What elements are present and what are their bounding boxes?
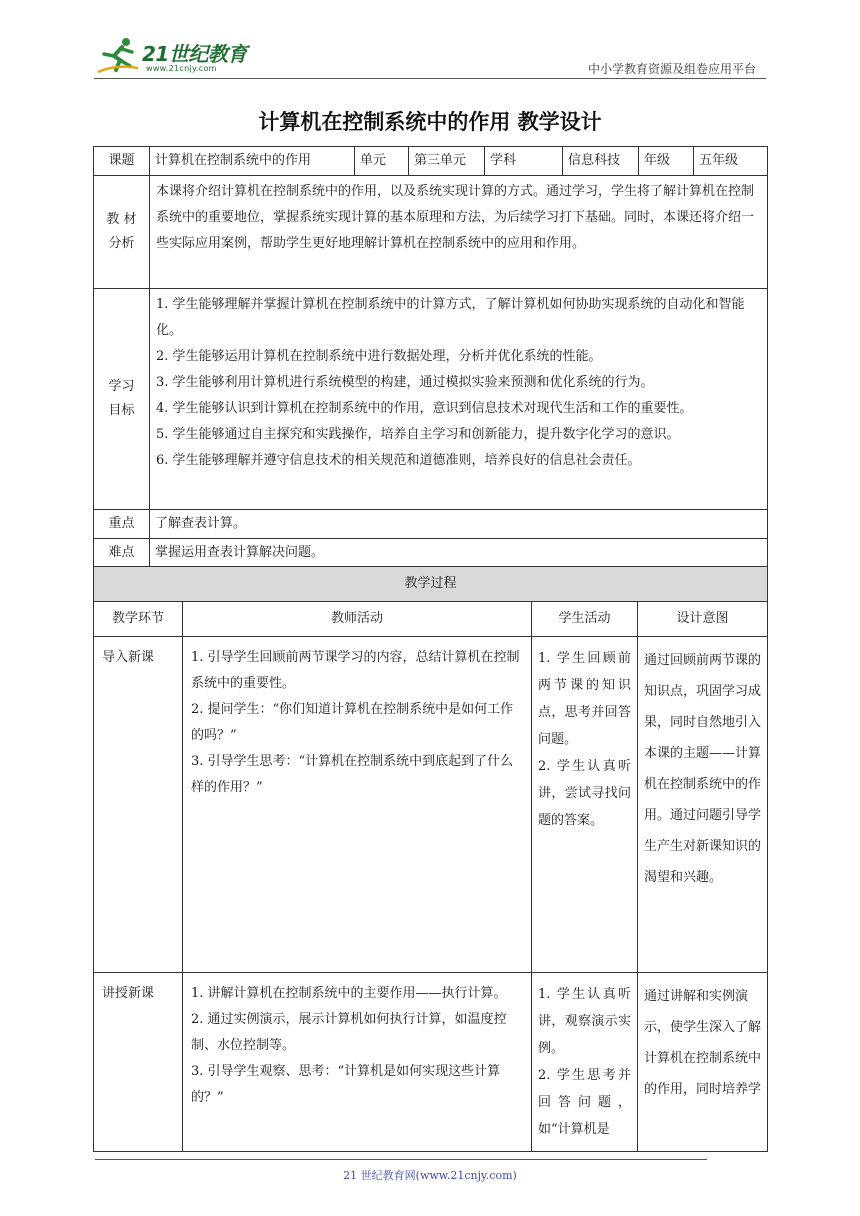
analysis-label: [94, 176, 150, 289]
process-title-row: [94, 567, 768, 602]
document-title: 计算机在控制系统中的作用 教学设计: [258, 110, 602, 134]
unit-label: 单元: [355, 147, 409, 176]
stage-cell: 导入新课: [94, 637, 183, 973]
teacher-activity: [183, 637, 532, 973]
key-point-text: 了解查表计算。: [150, 510, 768, 539]
teacher-step: 1. 讲解计算机在控制系统中的主要作用——执行计算。: [191, 986, 507, 1001]
goal-item: 4. 学生能够认识到计算机在控制系统中的作用，意识到信息技术对现代生活和工作的重要性。: [156, 401, 693, 416]
analysis-text: [150, 176, 768, 289]
footer-text: 21 世纪教育网(www.21cnjy.com): [343, 1169, 517, 1182]
unit-value: 第三单元: [409, 147, 485, 176]
column-header-row: [94, 602, 768, 637]
student-step: 1. 学生认真听讲，观察演示实例。: [538, 987, 631, 1056]
process-row-intro: [94, 637, 768, 973]
design-text: 通过回顾前两节课的知识点，巩固学习成果，同时自然地引入本课的主题——计算机在控制系统中的作用。通过问题引导学生产生对新课知识的渴望和兴趣。: [644, 653, 762, 885]
student-step: 2. 学生思考并回答问题，如“计算机是: [538, 1068, 631, 1137]
teacher-step: 2. 提问学生：“你们知道计算机在控制系统中是如何工作的吗？”: [191, 702, 514, 743]
analysis-paragraph: 本课将介绍计算机在控制系统中的作用，以及系统实现计算的方式。通过学习，学生将了解计算机在控制系统中的重要地位，掌握系统实现计算的基本原理和方法，为后续学习打下基础。同时，本课还将介绍一些实际应用案例，帮助学生更好地理解计算机在控制系统中的应用和作用。: [156, 184, 755, 251]
page-header: [0, 0, 860, 90]
analysis-label-line-1: 教 材: [106, 212, 137, 227]
analysis-label-line-2: 分析: [108, 236, 135, 251]
key-point-row: [94, 510, 768, 539]
teacher-step: 1. 引导学生回顾前两节课学习的内容，总结计算机在控制系统中的重要性。: [191, 650, 520, 691]
goal-item: 3. 学生能够利用计算机进行系统模型的构建，通过模拟实验来预测和优化系统的行为。: [156, 375, 654, 390]
student-step: 2. 学生认真听讲，尝试寻找问题的答案。: [538, 759, 631, 828]
design-intent: [638, 637, 768, 973]
logo-url: www.21cnjy.com: [146, 64, 217, 73]
footer-divider: [95, 1159, 707, 1160]
column-header-teacher: 教师活动: [183, 602, 532, 637]
lesson-info-table: [93, 146, 768, 568]
difficulty-row: [94, 539, 768, 568]
student-activity: [532, 973, 638, 1152]
teaching-process-table: [93, 566, 768, 1152]
teacher-step: 2. 通过实例演示，展示计算机如何执行计算，如温度控制、水位控制等。: [191, 1012, 507, 1053]
teacher-step: 3. 引导学生思考：“计算机在控制系统中到底起到了什么样的作用？”: [191, 754, 514, 795]
teacher-activity: [183, 973, 532, 1152]
teacher-step: 3. 引导学生观察、思考：“计算机是如何实现这些计算的？”: [191, 1064, 501, 1105]
process-row-new-lesson: [94, 973, 768, 1152]
goals-label-line-1: 学习: [108, 379, 135, 394]
design-intent: [638, 973, 768, 1152]
subject-label: 学科: [485, 147, 563, 176]
process-title: 教学过程: [94, 567, 768, 602]
student-step: 1. 学生回顾前两节课的知识点，思考并回答问题。: [538, 651, 631, 747]
grade-label: 年级: [639, 147, 694, 176]
logo-text: 21世纪教育: [142, 42, 247, 66]
topic-value: 计算机在控制系统中的作用: [150, 147, 355, 176]
platform-name: 中小学教育资源及组卷应用平台: [587, 62, 756, 76]
goals-list: [150, 289, 768, 510]
goals-label: [94, 289, 150, 510]
difficulty-text: 掌握运用查表计算解决问题。: [150, 539, 768, 568]
header-divider: [94, 78, 766, 79]
topic-label: 课题: [94, 147, 150, 176]
goal-item: 6. 学生能够理解并遵守信息技术的相关规范和道德准则，培养良好的信息社会责任。: [156, 453, 641, 468]
student-activity: [532, 637, 638, 973]
column-header-design: 设计意图: [638, 602, 768, 637]
goal-item: 1. 学生能够理解并掌握计算机在控制系统中的计算方式，了解计算机如何协助实现系统的自动化和智能化。: [156, 297, 745, 338]
goal-item: 2. 学生能够运用计算机在控制系统中进行数据处理，分析并优化系统的性能。: [156, 349, 602, 364]
grade-value: 五年级: [694, 147, 768, 176]
goal-item: 5. 学生能够通过自主探究和实践操作，培养自主学习和创新能力，提升数字化学习的意识。: [156, 427, 680, 442]
runner-logo-icon: [96, 36, 140, 76]
goals-label-line-2: 目标: [108, 403, 135, 418]
column-header-student: 学生活动: [532, 602, 638, 637]
design-text: 通过讲解和实例演示，使学生深入了解计算机在控制系统中的作用，同时培养学: [644, 989, 762, 1097]
goals-row: [94, 289, 768, 510]
logo: [96, 34, 266, 80]
difficulty-label: 难点: [94, 539, 150, 568]
key-point-label: 重点: [94, 510, 150, 539]
analysis-row: [94, 176, 768, 289]
stage-cell: 讲授新课: [94, 973, 183, 1152]
subject-value: 信息科技: [563, 147, 639, 176]
column-header-stage: 教学环节: [94, 602, 183, 637]
info-row: [94, 147, 768, 176]
